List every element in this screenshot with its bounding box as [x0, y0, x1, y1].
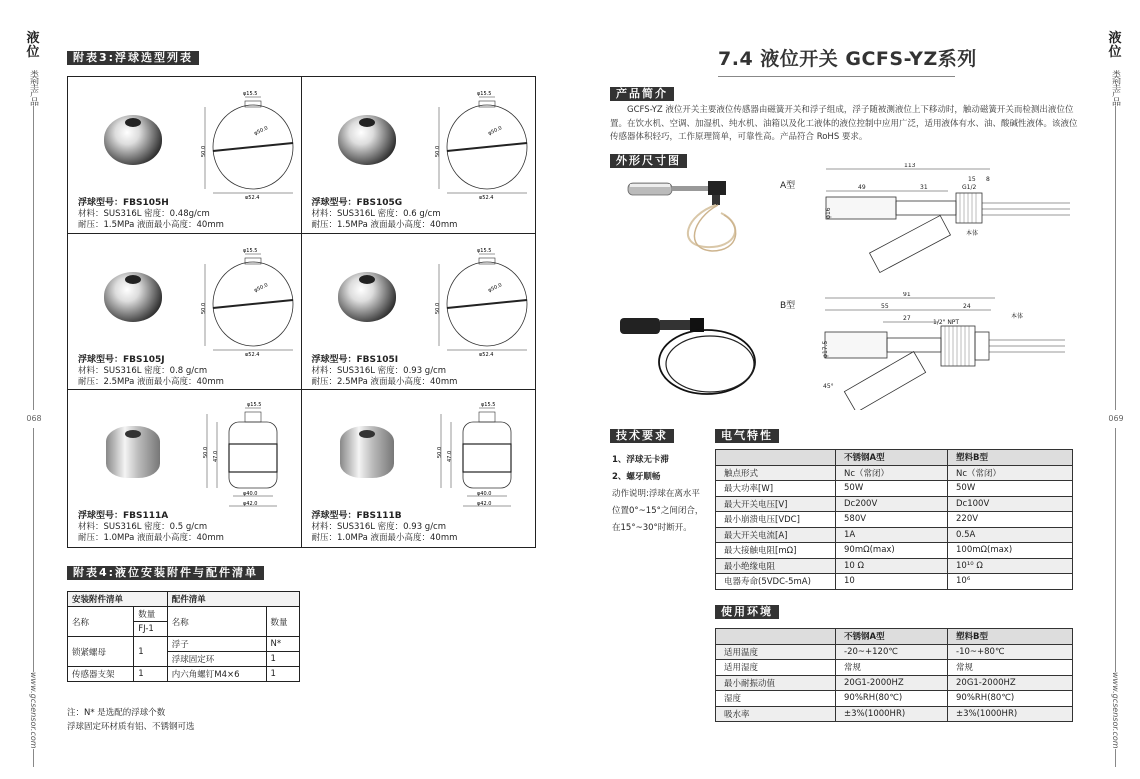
table-cell: 适用湿度 [716, 660, 836, 676]
table-cell: 220V [948, 512, 1073, 528]
right-side-tab [1104, 32, 1126, 106]
float-cell [68, 77, 302, 234]
table-cell: Nc（常闭） [948, 465, 1073, 481]
dim-label: φ42.0 [243, 501, 258, 508]
dim-a-g12: G1/2 [962, 184, 977, 191]
dim-label: φ50.0 [253, 281, 269, 294]
dim-b-npt: 1/2" NPT [933, 319, 960, 326]
left-margin-line [33, 100, 34, 767]
electrical-row [716, 481, 1073, 497]
dimension-drawing-b [815, 292, 1075, 410]
table-cell: 适用温度 [716, 644, 836, 660]
tech-item-2: 2、螺牙顺畅 [612, 472, 661, 482]
float-drawing [427, 400, 537, 512]
dim-b-91: 91 [903, 292, 911, 298]
dim-label: φ52.4 [245, 351, 260, 356]
tech-item-1: 1、浮球无卡滞 [612, 455, 669, 465]
dim-a-113: 113 [904, 163, 916, 169]
acc-r1c3: 浮子 [167, 637, 266, 652]
table-cell: ±3%(1000HR) [836, 706, 948, 722]
acc-r1c1: 锁紧螺母 [68, 637, 134, 667]
dim-label: φ15.5 [247, 402, 262, 409]
note-2: 浮球固定环材质有铝、不锈钢可选 [67, 722, 195, 732]
table-header [716, 629, 836, 645]
float-cell [302, 234, 536, 391]
dim-label: φ40.0 [476, 491, 491, 498]
table-cell: Nc（常闭） [836, 465, 948, 481]
type-b-label: B型 [780, 301, 796, 311]
dim-a-49: 49 [858, 184, 866, 191]
acc-r2c4: 1 [266, 652, 299, 667]
float-material: 材料：SUS316L 密度：0.93 g/cm [311, 365, 447, 376]
table-cell: 湿度 [716, 691, 836, 707]
environment-row [716, 644, 1073, 660]
float-material: 材料：SUS316L 密度：0.6 g/cm [311, 209, 441, 219]
electrical-row [716, 496, 1073, 512]
dim-b-45deg: 45° [823, 383, 834, 390]
float-selection-table [67, 76, 536, 548]
environment-row [716, 706, 1073, 722]
float-cell [302, 390, 536, 547]
table-cell: 最小崩溃电压[VDC] [716, 512, 836, 528]
acc-r2c3: 浮球固定环 [167, 652, 266, 667]
product-a-photo [626, 175, 746, 255]
page-number-left: 068 [19, 410, 49, 428]
electrical-title: 电气特性 [715, 429, 779, 443]
title-rule [718, 76, 955, 77]
dim-label: φ50.0 [253, 125, 269, 137]
float-drawing [193, 87, 303, 199]
float-material: 材料：SUS316L 密度：0.8 g/cm [78, 365, 208, 376]
table-cell: 580V [836, 512, 948, 528]
table-cell: -10~+80℃ [948, 644, 1073, 660]
dim-label: φ52.4 [245, 195, 260, 199]
float-model: 浮球型号：FBS111B [311, 511, 402, 522]
dim-label: 50.0 [434, 145, 441, 157]
table-cell: 最小耐振动值 [716, 675, 836, 691]
float-photo [106, 426, 160, 478]
dim-b-body: 本体 [1011, 313, 1024, 320]
dim-label: 50.0 [201, 302, 207, 314]
float-pressure: 耐压：2.5MPa 液面最小高度：40mm [78, 376, 224, 387]
acc-r1c4: N* [266, 637, 299, 652]
table-cell: 50W [836, 481, 948, 497]
float-material: 材料：SUS316L 密度：0.93 g/cm [311, 522, 447, 533]
float-model: 浮球型号：FBS105J [78, 354, 165, 365]
electrical-row [716, 465, 1073, 481]
acc-r3c4: 1 [266, 667, 299, 682]
table-cell: 90%RH(80℃) [948, 691, 1073, 707]
acc-fj: FJ-1 [134, 622, 167, 637]
right-tab-subtitle: 类型产品 [1110, 70, 1120, 106]
table3-title: 附表3:浮球选型列表 [67, 51, 199, 65]
left-side-tab [22, 32, 44, 106]
table-cell: 10 [836, 574, 948, 590]
dim-label: φ50.0 [486, 281, 503, 294]
table-cell: 100mΩ(max) [948, 543, 1073, 559]
acc-header-parts: 配件清单 [167, 592, 299, 607]
float-photo [340, 426, 394, 478]
dim-label: 47.0 [446, 451, 453, 463]
acc-col-qty: 数量 [134, 607, 167, 622]
float-material: 材料：SUS316L 密度：0.5 g/cm [78, 522, 208, 533]
float-photo [338, 272, 396, 322]
electrical-row [716, 558, 1073, 574]
dim-b-24: 24 [963, 303, 971, 310]
dim-label: 50.0 [203, 447, 209, 459]
float-pressure: 耐压：2.5MPa 液面最小高度：40mm [311, 376, 458, 387]
dimension-drawing-a [820, 163, 1082, 273]
dim-label: 50.0 [436, 447, 443, 459]
page-title: 7.4 液位开关 GCFS-YZ系列 [718, 48, 977, 70]
float-model: 浮球型号：FBS105G [311, 198, 403, 208]
electrical-row [716, 527, 1073, 543]
float-cell [68, 390, 302, 547]
table-cell: 最大功率[W] [716, 481, 836, 497]
electrical-row [716, 543, 1073, 559]
table-cell: 电器寿命(5VDC-5mA) [716, 574, 836, 590]
table-cell: 常规 [836, 660, 948, 676]
dim-a-15: 15 [968, 176, 976, 183]
type-a-label: A型 [780, 181, 796, 191]
float-model: 浮球型号：FBS111A [78, 511, 169, 522]
table-header: 塑料B型 [948, 450, 1073, 466]
environment-row [716, 675, 1073, 691]
dim-label: 50.0 [201, 145, 207, 157]
page-number-right: 069 [1101, 410, 1131, 428]
float-drawing [427, 87, 537, 199]
table-cell: 吸水率 [716, 706, 836, 722]
table-cell: 10 Ω [836, 558, 948, 574]
environment-title: 使用环境 [715, 605, 779, 619]
website-url-left: www.gcsensor.com [29, 672, 38, 749]
table-cell: 0.5A [948, 527, 1073, 543]
table-header: 塑料B型 [948, 629, 1073, 645]
product-b-photo [612, 302, 762, 398]
acc-col-name: 名称 [68, 607, 134, 637]
intro-title: 产品简介 [610, 87, 674, 101]
tech-title: 技术要求 [610, 429, 674, 443]
table-cell: 常规 [948, 660, 1073, 676]
table-cell: 最小绝缘电阻 [716, 558, 836, 574]
dim-label: φ40.0 [243, 491, 258, 498]
float-photo [338, 115, 396, 165]
table-cell: 1A [836, 527, 948, 543]
acc-col-name2: 名称 [167, 607, 266, 637]
dim-label: φ15.5 [480, 402, 495, 409]
acc-r3c3: 内六角螺钉M4×6 [167, 667, 266, 682]
dim-label: φ50.0 [486, 125, 503, 137]
float-drawing [193, 400, 303, 512]
acc-r3c1: 传感器支架 [68, 667, 134, 682]
table-cell: Dc200V [836, 496, 948, 512]
dim-label: φ15.5 [243, 91, 258, 97]
table-header: 不锈钢A型 [836, 450, 948, 466]
environment-row [716, 660, 1073, 676]
dim-b-27: 27 [903, 315, 911, 322]
dimension-title: 外形尺寸图 [610, 154, 687, 168]
table-cell: 20G1-2000HZ [836, 675, 948, 691]
note-1: 注：N* 是选配的浮球个数 [67, 708, 166, 718]
acc-r1c2: 1 [134, 637, 167, 667]
float-drawing [427, 244, 537, 356]
table-cell: 50W [948, 481, 1073, 497]
table-cell: 触点形式 [716, 465, 836, 481]
dim-a-31: 31 [920, 184, 928, 191]
table-cell: ±3%(1000HR) [948, 706, 1073, 722]
acc-col-qty2: 数量 [266, 607, 299, 637]
dim-label: φ42.0 [476, 501, 491, 508]
table-cell: 90mΩ(max) [836, 543, 948, 559]
accessory-table [67, 591, 300, 682]
float-model: 浮球型号：FBS105H [78, 198, 169, 208]
dim-label: 47.0 [213, 451, 219, 463]
tech-description: 动作说明:浮球在离水平位置0°~15°之间闭合，在15°~30°时断开。 [612, 489, 704, 533]
table4-title: 附表4:液位安装附件与配件清单 [67, 566, 264, 580]
dim-b-55: 55 [881, 303, 889, 310]
right-margin-line [1115, 100, 1116, 767]
dim-a-body: 本体 [966, 230, 979, 237]
electrical-row [716, 574, 1073, 590]
electrical-table [715, 449, 1073, 590]
table-cell: 10⁶ [948, 574, 1073, 590]
table-cell: 最大开关电压[V] [716, 496, 836, 512]
table-header [716, 450, 836, 466]
dim-b-phi175: φ17.5 [822, 340, 829, 358]
float-pressure: 耐压：1.0MPa 液面最小高度：40mm [311, 533, 458, 544]
dim-label: φ15.5 [243, 247, 258, 254]
table-cell: 20G1-2000HZ [948, 675, 1073, 691]
float-drawing [193, 244, 303, 356]
left-tab-title: 液位 [26, 31, 40, 60]
environment-row [716, 691, 1073, 707]
electrical-row [716, 512, 1073, 528]
dim-label: φ52.4 [478, 351, 493, 356]
table-cell: -20~+120℃ [836, 644, 948, 660]
table-cell: 最大开关电流[A] [716, 527, 836, 543]
dim-a-phi16: φ16 [825, 207, 832, 219]
float-material: 材料：SUS316L 密度：0.48g/cm [78, 209, 210, 219]
table-header: 不锈钢A型 [836, 629, 948, 645]
float-pressure: 耐压：1.5MPa 液面最小高度：40mm [78, 220, 224, 230]
table-cell: 90%RH(80℃) [836, 691, 948, 707]
float-pressure: 耐压：1.0MPa 液面最小高度：40mm [78, 533, 224, 544]
float-photo [104, 115, 162, 165]
dim-label: 50.0 [434, 302, 441, 314]
environment-table [715, 628, 1073, 722]
acc-r3c2: 1 [134, 667, 167, 682]
float-pressure: 耐压：1.5MPa 液面最小高度：40mm [311, 220, 458, 230]
float-photo [104, 272, 162, 322]
right-tab-title: 液位 [1108, 31, 1122, 60]
table-cell: Dc100V [948, 496, 1073, 512]
acc-header-install: 安装附件清单 [68, 592, 168, 607]
table-cell: 最大接触电阻[mΩ] [716, 543, 836, 559]
dim-label: φ52.4 [478, 195, 493, 199]
float-cell [302, 77, 536, 234]
website-url-right: www.gcsensor.com [1111, 672, 1120, 749]
intro-paragraph: GCFS-YZ 液位开关主要液位传感器由磁簧开关和浮子组成，浮子随被测液位上下移动时，触动磁簧开关而检测出液位位置。在饮水机、空调、加湿机、纯水机、油箱以及化工液体的液位控制中应用广泛，适用液体有水、油、酸碱性液体。该液位传感器体积轻巧，工作原理简单，可靠性高。产品符合 RoHS 要求。 [610, 105, 1078, 142]
float-cell [68, 234, 302, 391]
float-model: 浮球型号：FBS105I [311, 354, 399, 365]
left-tab-subtitle: 类型产品 [28, 70, 38, 106]
dim-label: φ15.5 [476, 91, 491, 97]
tech-requirements [612, 452, 708, 537]
dim-a-8: 8 [986, 176, 990, 183]
table-cell: 10¹⁰ Ω [948, 558, 1073, 574]
dim-label: φ15.5 [476, 247, 491, 254]
